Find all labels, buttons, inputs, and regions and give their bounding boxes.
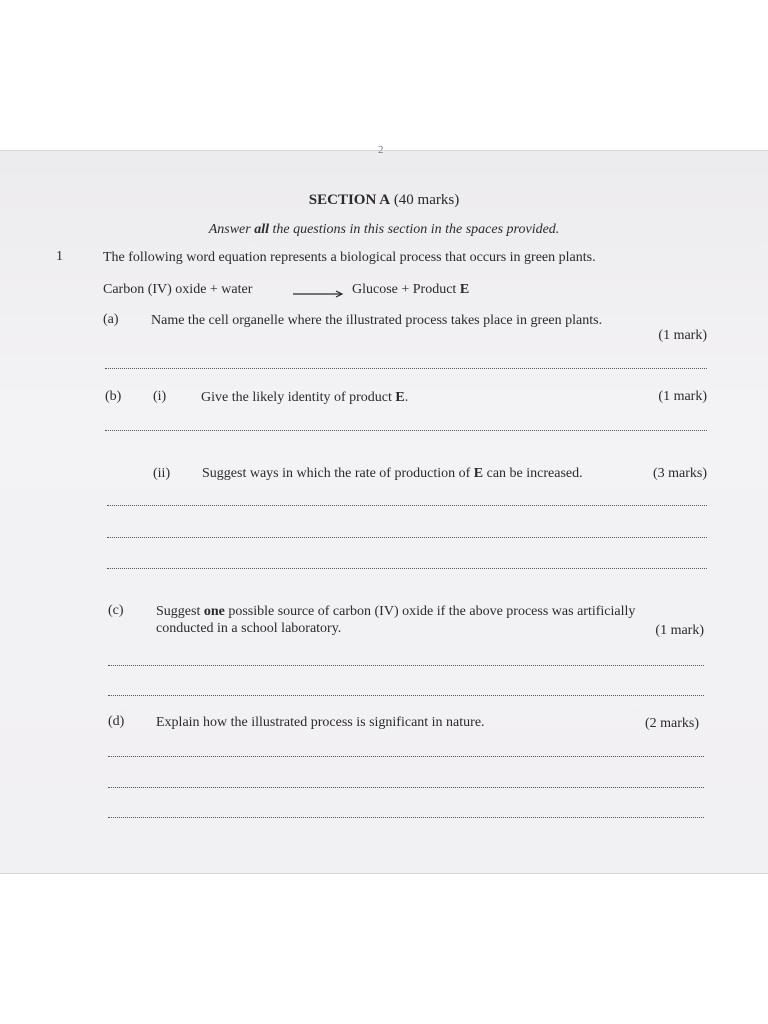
answer-line-b2a[interactable] [107,505,707,506]
part-b-i-label: (i) [153,389,167,404]
section-marks: (40 marks) [393,192,460,208]
part-c-label: (c) [108,603,124,618]
part-b-i-tail: . [404,390,409,405]
answer-line-a1[interactable] [105,368,707,369]
instructions [0,222,768,238]
answer-line-d2[interactable] [108,787,704,788]
part-a-marks: (1 mark) [658,328,707,343]
products-text: Glucose + Product [352,282,460,297]
product-letter: E [459,282,470,297]
instructions-bold: all [254,222,269,237]
part-b-i-marks: (1 mark) [658,389,707,404]
page-number: 2 [378,144,384,156]
answer-line-d3[interactable] [108,817,704,818]
part-b-ii-text [202,466,583,482]
part-c-line2: conducted in a school laboratory. [156,621,342,636]
section-title: SECTION A [308,192,391,208]
part-c-marks: (1 mark) [655,623,704,638]
instructions-text-2: the questions in this section in the spaces provided. [268,222,560,237]
instructions-text-1: Answer [208,222,255,237]
equation-reactants: Carbon (IV) oxide + water [103,282,253,297]
answer-line-c2[interactable] [108,695,704,696]
part-b-ii-marks: (3 marks) [652,466,707,481]
part-b-i-text [201,390,408,406]
part-b-i-bold: E [395,390,405,405]
part-c-text-2: possible source of carbon (IV) oxide if the above process was artificially [224,604,636,619]
equation-products [352,282,469,298]
part-a-label: (a) [103,312,119,327]
arrow-right-icon [292,289,344,299]
part-b-label: (b) [105,389,122,404]
section-heading [0,192,768,209]
part-c-bold: one [203,604,225,619]
part-d-marks: (2 marks) [644,716,699,731]
part-d-text: Explain how the illustrated process is significant in nature. [156,715,485,730]
question-number: 1 [56,249,63,264]
part-b-ii-label: (ii) [153,466,171,481]
part-d-label: (d) [108,714,125,729]
part-b-ii-tail: can be increased. [483,466,583,481]
answer-line-c1[interactable] [108,665,704,666]
answer-line-b2c[interactable] [107,568,707,569]
part-c-text-1: Suggest [156,604,204,619]
answer-line-d1[interactable] [108,756,704,757]
answer-line-b2b[interactable] [107,537,707,538]
part-b-i-text-main: Give the likely identity of product [201,390,396,405]
part-b-ii-bold: E [473,466,484,481]
part-b-ii-text-main: Suggest ways in which the rate of production of [202,466,474,481]
question-intro: The following word equation represents a biological process that occurs in green plants. [103,250,596,265]
part-c-text [156,604,635,620]
answer-line-b1[interactable] [105,430,707,431]
part-a-text: Name the cell organelle where the illustrated process takes place in green plants. [151,313,603,328]
